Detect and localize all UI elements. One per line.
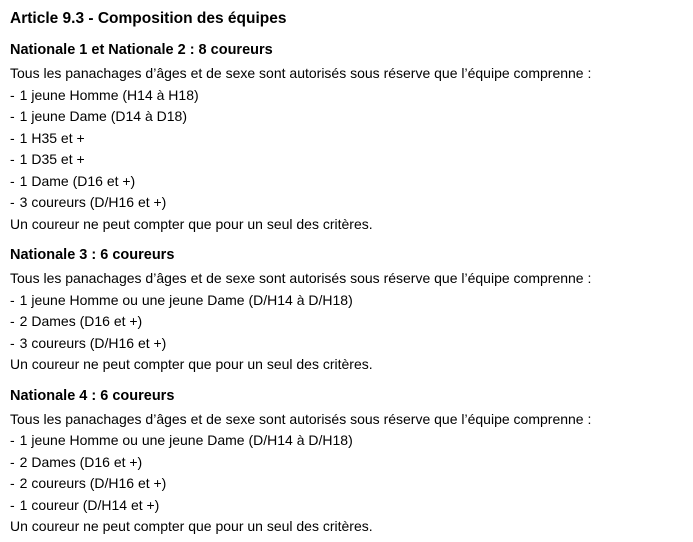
item-text: 1 D35 et + [19, 151, 85, 167]
section-intro: Tous les panachages d’âges et de sexe sont autorisés sous réserve que l’équipe comprenne : [10, 410, 592, 427]
bullet-dash: - [10, 334, 15, 351]
item-text: 1 jeune Homme ou une jeune Dame (D/H14 à D/H18) [19, 291, 353, 308]
section-heading: Nationale 3 : 6 coureurs [10, 247, 175, 263]
bullet-dash: - [10, 172, 15, 189]
section-note: Un coureur ne peut compter que pour un seul des critères. [10, 215, 373, 232]
bullet-list [10, 85, 679, 214]
article-title: Article 9.3 - Composition des équipes [10, 10, 287, 27]
bullet-item [10, 106, 679, 128]
bullet-item [10, 290, 679, 312]
item-text: 1 jeune Homme (H14 à H18) [19, 86, 199, 103]
item-text: 1 Dame (D16 et +) [19, 172, 136, 189]
item-text: 1 coureur (D/H14 et +) [19, 496, 160, 513]
bullet-item [10, 430, 679, 452]
bullet-list [10, 430, 679, 516]
section-note: Un coureur ne peut compter que pour un seul des critères. [10, 518, 373, 534]
bullet-dash: - [10, 151, 15, 167]
bullet-dash: - [10, 86, 15, 103]
bullet-dash: - [10, 453, 15, 470]
bullet-dash: - [10, 194, 15, 210]
bullet-item [10, 333, 679, 355]
section-nationale-1-2 [10, 40, 679, 235]
bullet-dash: - [10, 496, 15, 513]
section-nationale-4 [10, 386, 679, 538]
section-intro: Tous les panachages d’âges et de sexe sont autorisés sous réserve que l’équipe comprenne : [10, 270, 592, 286]
bullet-dash: - [10, 291, 15, 308]
bullet-dash: - [10, 129, 15, 146]
bullet-item [10, 311, 679, 333]
item-text: 1 jeune Dame (D14 à D18) [19, 108, 187, 124]
item-text: 3 coureurs (D/H16 et +) [19, 194, 167, 210]
bullet-dash: - [10, 108, 15, 124]
section-intro: Tous les panachages d’âges et de sexe sont autorisés sous réserve que l’équipe comprenne : [10, 65, 592, 81]
bullet-item [10, 452, 679, 474]
section-heading: Nationale 4 : 6 coureurs [10, 387, 175, 404]
bullet-item [10, 149, 679, 171]
section-heading: Nationale 1 et Nationale 2 : 8 coureurs [10, 42, 273, 58]
bullet-item [10, 473, 679, 495]
item-text: 1 H35 et + [19, 129, 85, 146]
item-text: 2 coureurs (D/H16 et +) [19, 475, 167, 491]
item-text: 2 Dames (D16 et +) [19, 313, 143, 329]
bullet-dash: - [10, 475, 15, 491]
item-text: 3 coureurs (D/H16 et +) [19, 334, 167, 351]
section-nationale-3 [10, 245, 679, 376]
bullet-item [10, 85, 679, 107]
item-text: 1 jeune Homme ou une jeune Dame (D/H14 à D/H18) [19, 432, 353, 448]
bullet-dash: - [10, 432, 15, 448]
section-note: Un coureur ne peut compter que pour un seul des critères. [10, 356, 373, 372]
bullet-dash: - [10, 313, 15, 329]
bullet-list [10, 290, 679, 355]
bullet-item [10, 171, 679, 193]
bullet-item [10, 192, 679, 214]
bullet-item [10, 128, 679, 150]
bullet-item [10, 495, 679, 517]
item-text: 2 Dames (D16 et +) [19, 453, 143, 470]
